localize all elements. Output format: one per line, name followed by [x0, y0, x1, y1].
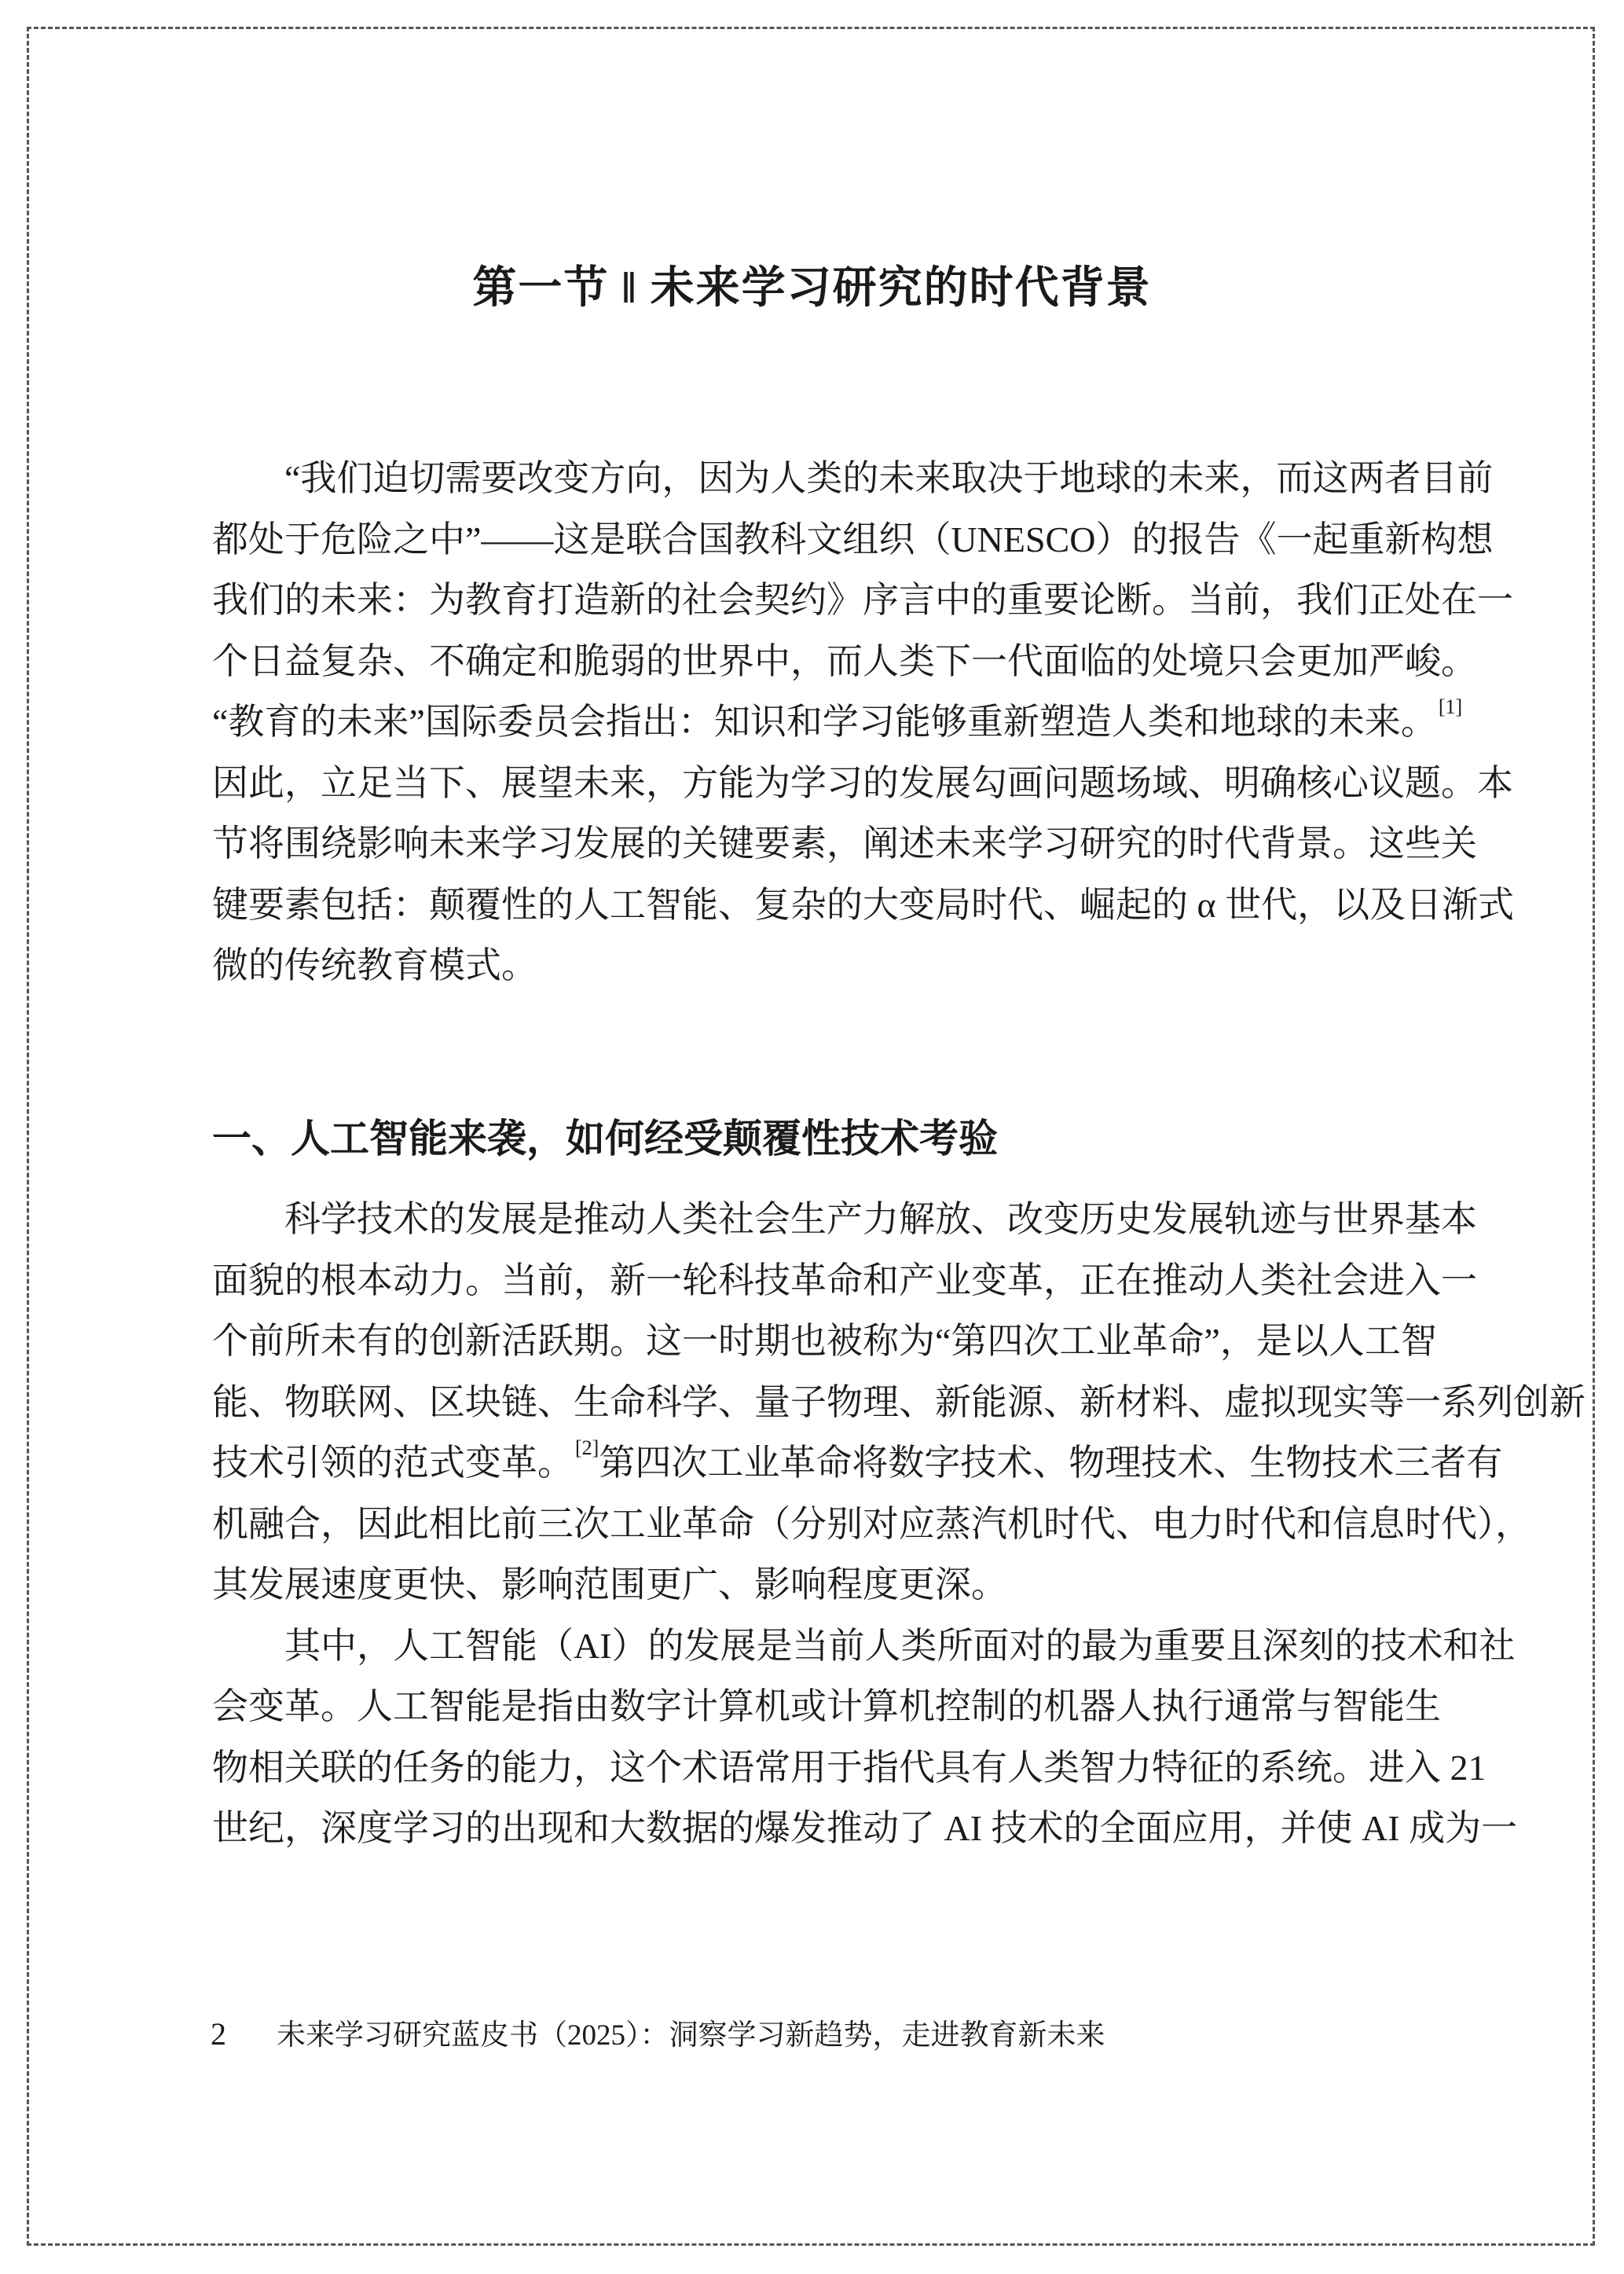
text-line [212, 1737, 1487, 1799]
line-text: 会变革。人工智能是指由数字计算机或计算机控制的机器人执行通常与智能生 [212, 1686, 1441, 1726]
line-text: 因此，立足当下、展望未来，方能为学习的发展勾画问题场域、明确核心议题。本 [212, 762, 1513, 803]
line-text: 科学技术的发展是推动人类社会生产力解放、改变历史发展轨迹与世界基本 [284, 1199, 1477, 1239]
text-line [212, 1798, 1518, 1859]
line-text: 节将围绕影响未来学习发展的关键要素，阐述未来学习研究的时代背景。这些关 [212, 823, 1477, 864]
text-line [212, 1311, 1437, 1372]
line-text: 键要素包括：颠覆性的人工智能、复杂的大变局时代、崛起的 α 世代，以及日渐式 [212, 884, 1515, 925]
running-title: 未来学习研究蓝皮书（2025）：洞察学习新趋势，走进教育新未来 [277, 2019, 1105, 2052]
line-text: 机融合，因此相比前三次工业革命（分别对应蒸汽机时代、电力时代和信息时代）， [212, 1503, 1531, 1544]
line-text: 我们的未来：为教育打造新的社会契约》序言中的重要论断。当前，我们正处在一 [212, 580, 1513, 620]
line-text: “教育的未来”国际委员会指出：知识和学习能够重新塑造人类和地球的未来。 [212, 702, 1437, 742]
line-text: 个前所未有的创新活跃期。这一时期也被称为“第四次工业革命”，是以人工智 [212, 1321, 1437, 1361]
paragraph [212, 1616, 1518, 1859]
paragraph [212, 1189, 1586, 1616]
subsection-heading: 一、人工智能来袭，如何经受颠覆性技术考验 [212, 1117, 998, 1161]
line-text: 面貌的根本动力。当前，新一轮科技革命和产业变革，正在推动人类社会进入一 [212, 1260, 1477, 1300]
text-line [212, 1189, 1477, 1250]
line-text: “我们迫切需要改变方向，因为人类的未来取决于地球的未来，而这两者目前 [284, 458, 1494, 498]
text-line [212, 691, 1463, 753]
line-text: 其中，人工智能（AI）的发展是当前人类所面对的最为重要且深刻的技术和社 [284, 1625, 1516, 1666]
line-text: 个日益复杂、不确定和脆弱的世界中，而人类下一代面临的处境只会更加严峻。 [212, 640, 1477, 681]
text-line [212, 570, 1513, 631]
text-line [212, 1494, 1531, 1555]
page-footer [211, 2016, 1105, 2054]
text-line [212, 1432, 1503, 1494]
text-line [212, 875, 1515, 936]
text-line [212, 448, 1494, 509]
text-line [212, 935, 1419, 996]
text-line [212, 1554, 1419, 1616]
line-text: 世纪，深度学习的出现和大数据的爆发推动了 AI 技术的全面应用，并使 AI 成为一 [212, 1808, 1518, 1848]
section-title: 第一节 ‖ 未来学习研究的时代背景 [472, 264, 1152, 313]
text-line [212, 1372, 1586, 1433]
line-text: 能、物联网、区块链、生命科学、量子物理、新能源、新材料、虚拟现实等一系列创新 [212, 1381, 1586, 1422]
line-text: 微的传统教育模式。 [212, 945, 537, 985]
text-line [212, 1676, 1441, 1737]
line-text: 第四次工业革命将数字技术、物理技术、生物技术三者有 [599, 1443, 1503, 1483]
text-line [212, 509, 1494, 570]
paragraph [212, 448, 1515, 996]
page-number: 2 [211, 2016, 226, 2052]
text-line [212, 813, 1477, 875]
line-text: 物相关联的任务的能力，这个术语常用于指代具有人类智力特征的系统。进入 21 [212, 1747, 1487, 1788]
paragraph-group-ai [212, 1189, 1586, 1859]
paragraph-intro [212, 448, 1515, 996]
footnote-ref: [1] [1438, 695, 1463, 718]
line-text: 都处于危险之中”——这是联合国教科文组织（UNESCO）的报告《一起重新构想 [212, 519, 1494, 559]
text-line [212, 1250, 1477, 1311]
line-text: 技术引领的范式变革。 [212, 1443, 574, 1483]
footnote-ref: [2] [575, 1436, 599, 1459]
text-line [212, 753, 1513, 814]
line-text: 其发展速度更快、影响范围更广、影响程度更深。 [212, 1564, 1007, 1605]
text-line [212, 1616, 1516, 1677]
text-line [212, 631, 1477, 692]
